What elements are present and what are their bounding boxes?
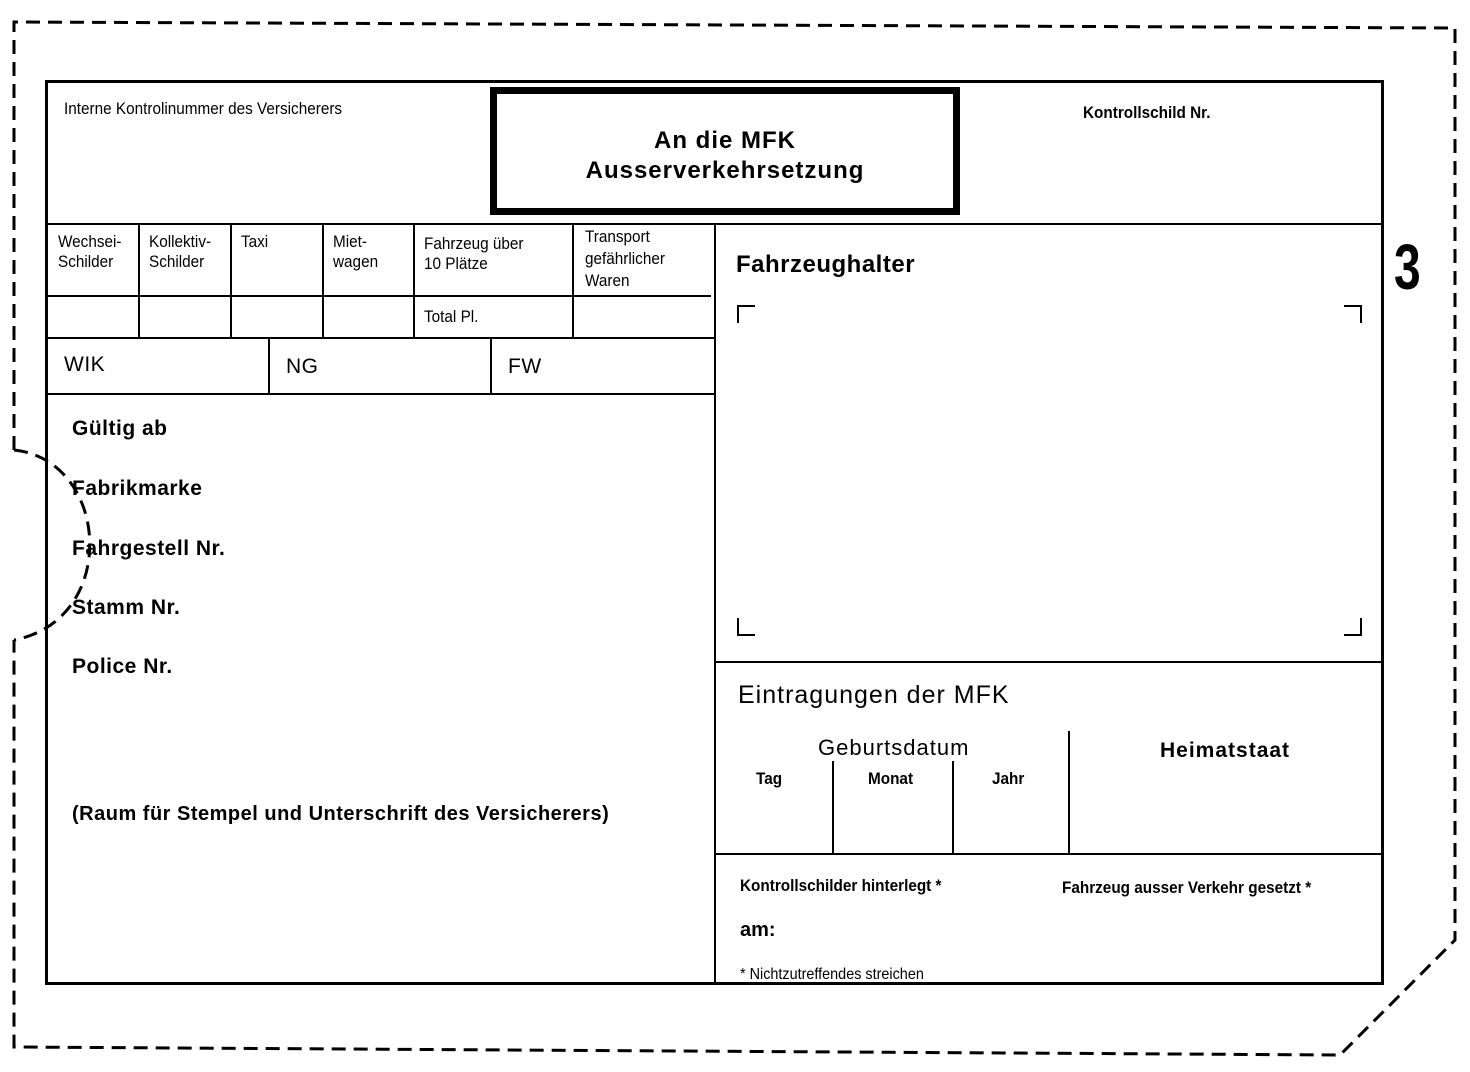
mfk-entries-title: Eintragungen der MFK [738,681,1010,709]
code-fw: FW [508,355,542,378]
field-fabrikmarke: Fabrikmarke [72,477,203,500]
center-divider [714,223,716,985]
grid-line [572,223,574,337]
header-divider [48,223,1384,225]
strike-note: * Nichtzutreffendes streichen [740,966,924,983]
code-wik: WIK [64,353,106,376]
vehicle-off-road-label: Fahrzeug ausser Verkehr gesetzt * [1062,878,1312,897]
home-country-label: Heimatstaat [1160,739,1291,762]
grid-line [413,295,711,297]
grid-line [832,761,834,853]
birthdate-year-label: Jahr [992,769,1025,788]
mfk-title-line1: An die MFK [654,127,796,154]
cell-wechsel-schilder: Wechsei- Schilder [58,232,122,271]
cell-mietwagen: Miet- wagen [333,232,379,271]
corner-mark [1344,618,1362,636]
field-stamm-nr: Stamm Nr. [72,596,181,619]
birthdate-day-label: Tag [756,769,783,788]
grid-line [268,337,270,393]
cell-taxi: Taxi [241,232,269,251]
birthdate-month-label: Monat [868,769,914,788]
holder-title: Fahrzeughalter [736,251,916,278]
plate-number-label: Kontrollschild Nr. [1083,103,1211,122]
birthdate-label: Geburtsdatum [818,735,970,760]
mfk-title-line2: Ausserverkehrsetzung [585,157,865,184]
field-gueltig-ab: Gültig ab [72,417,168,440]
insurer-control-number-label: Interne Kontrolinummer des Versicherers [64,99,343,118]
grid-line [952,761,954,853]
grid-line [413,223,415,337]
mfk-title-box [490,87,960,215]
copy-number: 3 [1394,231,1421,303]
field-fahrgestell-nr: Fahrgestell Nr. [72,537,226,560]
field-police-nr: Police Nr. [72,655,173,678]
cell-total-plaetze: Total Pl. [424,307,479,326]
date-am-label: am: [740,919,776,941]
grid-line [138,223,140,337]
grid-line [716,661,1382,663]
plates-deposited-label: Kontrollschilder hinterlegt * [740,876,942,895]
grid-line [48,393,714,395]
grid-line [490,337,492,393]
grid-line [230,223,232,337]
corner-mark [1344,305,1362,323]
corner-mark [737,305,755,323]
grid-line [716,853,1382,855]
mfk-form [45,80,1384,985]
cell-fahrzeug-ueber-10-plaetze: Fahrzeug über 10 Plätze [424,234,524,273]
corner-mark [737,618,755,636]
grid-line [1068,731,1070,853]
code-ng: NG [286,355,319,378]
grid-line [48,337,714,339]
cell-kollektiv-schilder: Kollektiv- Schilder [149,232,212,271]
grid-line [48,295,413,297]
grid-line [322,223,324,337]
cell-transport-gefaehrlicher-waren: Transport gefährlicher Waren [585,227,665,290]
insurer-stamp-note: (Raum für Stempel und Unterschrift des Versicherers) [72,803,610,825]
